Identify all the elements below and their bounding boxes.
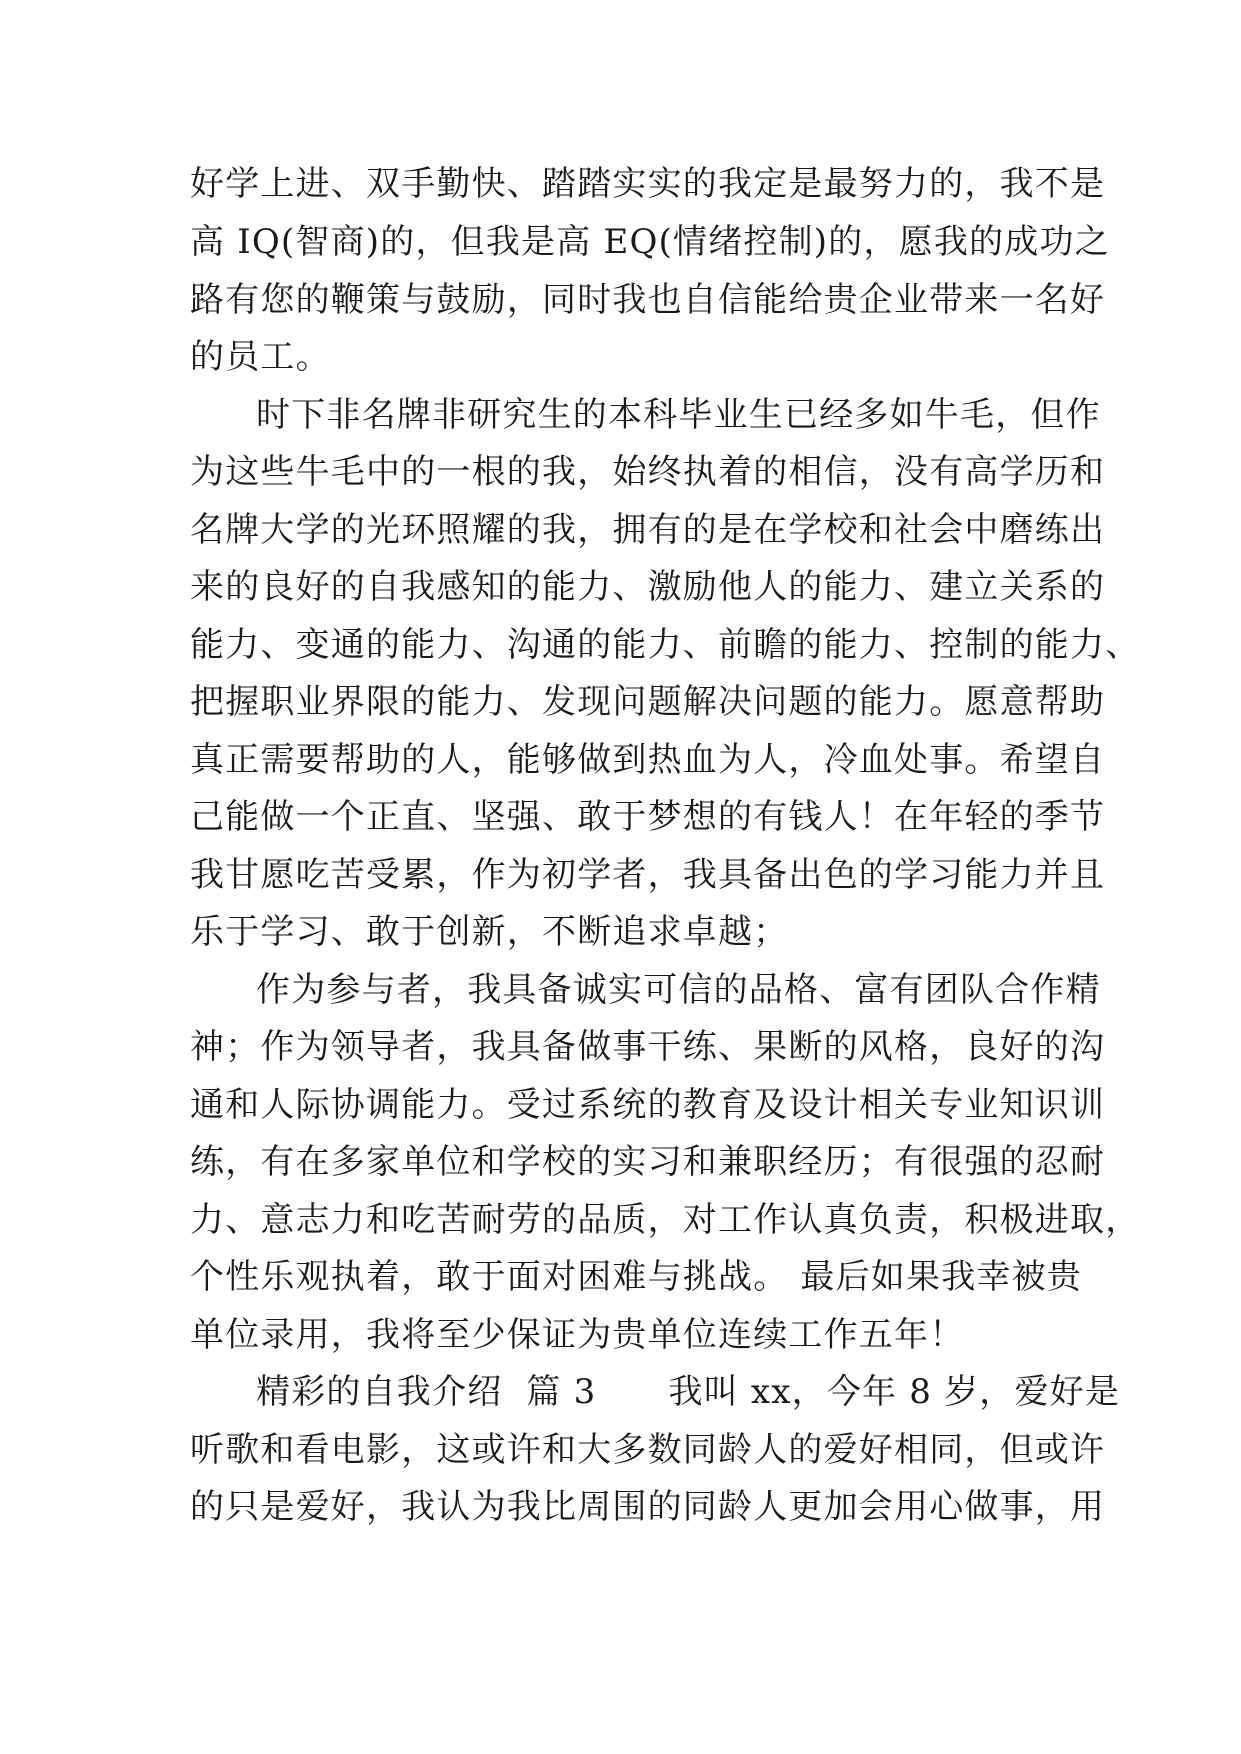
text-line-3: 路有您的鞭策与鼓励，同时我也自信能给贵企业带来一名好 (190, 280, 1106, 320)
text-line-10: 把握职业界限的能力、发现问题解决问题的能力。愿意帮助 (190, 682, 1106, 722)
text-line-11: 真正需要帮助的人，能够做到热血为人，冷血处事。希望自 (190, 740, 1106, 780)
text-line-7: 名牌大学的光环照耀的我，拥有的是在学校和社会中磨练出 (190, 510, 1106, 550)
text-line-19: 力、意志力和吃苦耐劳的品质，对工作认真负责，积极进取， (190, 1200, 1141, 1240)
text-line-5: 时下非名牌非研究生的本科毕业生已经多如牛毛，但作 (256, 395, 1101, 435)
text-line-14: 乐于学习、敢于创新，不断追求卓越； (190, 912, 789, 952)
text-line-6: 为这些牛毛中的一根的我，始终执着的相信，没有高学历和 (190, 452, 1106, 492)
text-line-8: 来的良好的自我感知的能力、激励他人的能力、建立关系的 (190, 567, 1106, 607)
text-line-13: 我甘愿吃苦受累，作为初学者，我具备出色的学习能力并且 (190, 855, 1106, 895)
text-line-20: 个性乐观执着，敢于面对困难与挑战。 最后如果我幸被贵 (190, 1257, 1083, 1297)
text-line-17: 通和人际协调能力。受过系统的教育及设计相关专业知识训 (190, 1085, 1106, 1125)
text-line-1: 好学上进、双手勤快、踏踏实实的我定是最努力的，我不是 (190, 164, 1106, 204)
text-line-21: 单位录用，我将至少保证为贵单位连续工作五年！ (190, 1315, 965, 1355)
text-line-23: 听歌和看电影，这或许和大多数同龄人的爱好相同，但或许 (190, 1430, 1106, 1470)
text-line-9: 能力、变通的能力、沟通的能力、前瞻的能力、控制的能力、 (190, 625, 1141, 665)
text-line-16: 神；作为领导者，我具备做事干练、果断的风格，良好的沟 (190, 1027, 1106, 1067)
text-line-15: 作为参与者，我具备诚实可信的品格、富有团队合作精 (256, 970, 1101, 1010)
text-line-2: 高 IQ(智商)的，但我是高 EQ(情绪控制)的，愿我的成功之 (190, 222, 1110, 262)
text-line-4: 的员工。 (190, 337, 331, 377)
text-line-18: 练，有在多家单位和学校的实习和兼职经历；有很强的忍耐 (190, 1142, 1106, 1182)
text-line-12: 己能做一个正直、坚强、敢于梦想的有钱人！在年轻的季节 (190, 797, 1106, 837)
text-line-22: 精彩的自我介绍 篇 3 我叫 xx，今年 8 岁，爱好是 (256, 1372, 1121, 1412)
text-line-24: 的只是爱好，我认为我比周围的同龄人更加会用心做事，用 (190, 1487, 1106, 1527)
